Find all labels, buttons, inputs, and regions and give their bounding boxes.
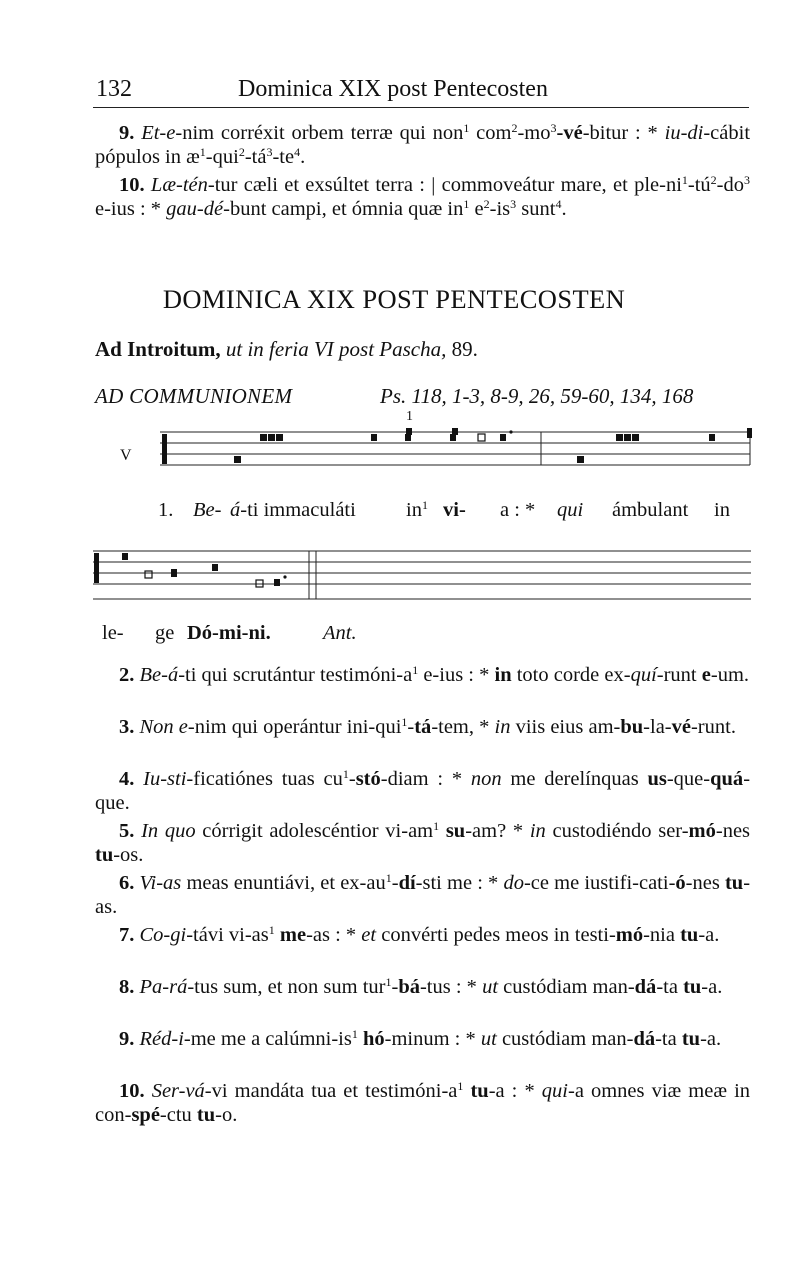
chant-syllable: ge [155, 622, 175, 644]
neume [260, 434, 267, 441]
neume [500, 434, 506, 441]
communion-label: AD COMMUNIONEM [95, 384, 293, 408]
running-title: Dominica XIX post Pentecosten [238, 76, 548, 102]
neume [171, 569, 177, 577]
neume [122, 553, 128, 560]
neume [212, 564, 218, 571]
neume [452, 428, 458, 435]
top-verse-10: 10. Læ-tén-tur cæli et exsúltet terra : | commoveátur mare, et ple-$ni^1-tú^2-do^3$ e-ius : * gau-dé-bunt campi, et ómnia quæ $in^1$ $e^2-is^3$ sunt$^4$. [95, 173, 750, 220]
neume [624, 434, 631, 441]
running-header [93, 76, 748, 106]
chant-syllable: á-ti immaculáti [230, 499, 356, 521]
neume [632, 434, 639, 441]
neume [577, 456, 584, 463]
psalm-verse: 4. Iu-sti-ficatiónes tuas $cu^1-stó$-diam : * non me derelínquas us-que-quá-que. [95, 767, 751, 814]
neume [276, 434, 283, 441]
neume [371, 434, 377, 441]
chant-syllable: vi- [443, 499, 466, 521]
psalm-verse: 5. In quo córrigit adolescéntior $vi-am^1$ su-am? * in custodiéndo ser-mó-nes tu-os. [95, 819, 751, 866]
chant-syllable: in [714, 499, 730, 521]
psalm-verse: 7. Co-gi-távi $vi-as^1$ me-as : * et convérti pedes meos in testi-mó-nia tu-a. [119, 923, 720, 946]
neume [406, 428, 412, 435]
neume [234, 456, 241, 463]
dot [283, 575, 286, 578]
chant-syllable: Be- [193, 499, 222, 521]
psalm-verse: 9. Réd-i-me me a calúmni-$is^1$ hó-minum : * ut custódiam man-dá-ta tu-a. [119, 1027, 722, 1050]
chant-lyrics-1: 1. [158, 499, 174, 521]
top-verse-9: 9. Et-e-nim corréxit orbem terræ qui non$^1$ $com^2-mo^3-vé$-bitur : * iu-di-cábit pópulos in $æ^1-qui^2-tá^3-te^4$. [95, 121, 751, 168]
c-clef [162, 434, 167, 464]
c-clef [94, 553, 99, 583]
neume [145, 571, 152, 578]
psalm-verse: 10. Ser-vá-vi mandáta tua et testimóni-$a^1$ tu-a : * qui-a omnes viæ meæ in con-spé-ctu tu-o. [95, 1079, 751, 1126]
neume [405, 434, 411, 441]
neume [274, 579, 280, 586]
antiphon-marker: Ant. [323, 622, 357, 644]
chant-syllable: Dó-mi-ni. [187, 622, 271, 644]
chant-syllable: ámbulant [612, 499, 689, 521]
custos [747, 428, 752, 438]
header-rule [93, 107, 749, 108]
psalm-verse: 2. Be-á-ti qui scrutántur testimóni-$a^1$ e-ius : * in toto corde ex-quí-runt e-um. [119, 663, 750, 686]
neume [268, 434, 275, 441]
introitus-line: Ad Introitum, ut in feria VI post Pascha, 89. [95, 337, 478, 361]
psalm-verse: 3. Non e-nim qui operántur ini-qui$^1$-tá-tem, * in viis eius am-bu-la-vé-runt. [119, 715, 736, 738]
mode-marker: V [120, 447, 132, 464]
chant-syllable: qui [557, 499, 584, 521]
psalm-verse: 8. Pa-rá-tus sum, et non sum tur$^1$-bá-tus : * ut custódiam man-dá-ta tu-a. [119, 975, 723, 998]
section-heading: DOMINICA XIX POST PENTECOSTEN [162, 284, 626, 314]
chant-staff-1 [160, 426, 755, 486]
neume [450, 434, 456, 441]
psalm-verse: 6. Vi-as meas enuntiávi, et $ex-au^1-dí$-sti me : * do-ce me iustifi-cati-ó-nes tu-as. [95, 871, 751, 918]
page-number: 132 [96, 76, 132, 102]
dot [509, 430, 512, 433]
chant-marker-one: 1 [406, 409, 413, 424]
neume [709, 434, 715, 441]
neume [478, 434, 485, 441]
neume [616, 434, 623, 441]
chant-staff-2 [93, 544, 753, 606]
chant-syllable: a : * [500, 499, 536, 521]
chant-syllable: $in^1$ [406, 498, 428, 521]
psalm-reference: Ps. 118, 1-3, 8-9, 26, 59-60, 134, 168 [380, 384, 694, 408]
chant-syllable: le- [102, 622, 124, 644]
